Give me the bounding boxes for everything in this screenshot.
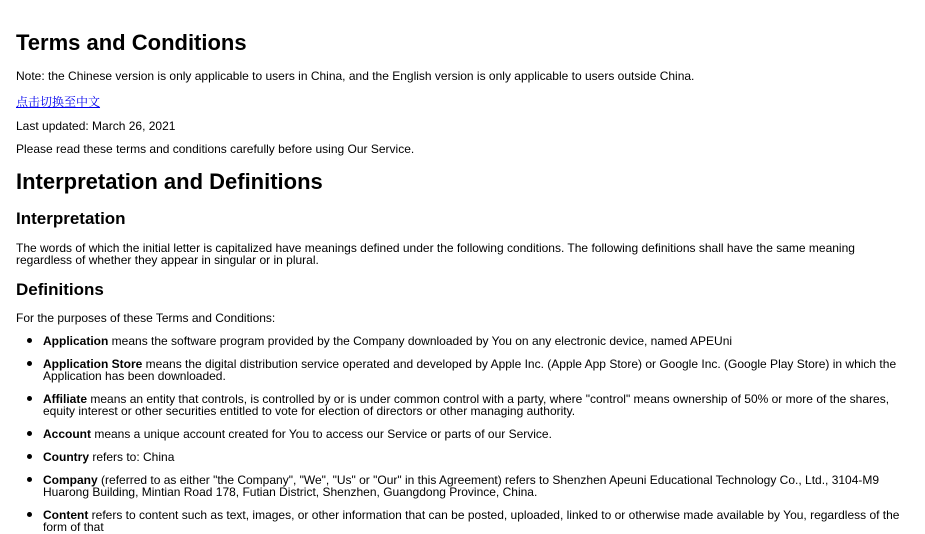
- definition-country: [43, 451, 908, 463]
- definition-text: (referred to as either "the Company", "We", "Us" or "Our" in this Agreement) refers to Shenzhen Apeuni Educational Technology Co., Ltd., 3104-M9 Huarong Building, Mintian Road 178, Futian District, Shenzhen, Guangdong Province, China.: [43, 473, 880, 499]
- definition-text: means the software program provided by the Company downloaded by You on any electronic device, named APEUni: [108, 334, 733, 348]
- definition-text: refers to: China: [89, 450, 175, 464]
- definition-text: means the digital distribution service operated and developed by Apple Inc. (Apple App Store) or Google Inc. (Google Play Store) in which the Application has been downloaded.: [43, 357, 897, 383]
- interpretation-definitions-heading: Interpretation and Definitions: [16, 169, 323, 194]
- bullet-icon: [27, 477, 32, 482]
- definition-term: Affiliate: [43, 392, 88, 406]
- definition-application: [43, 335, 908, 347]
- definitions-heading: Definitions: [16, 280, 104, 299]
- bullet-icon: [27, 361, 32, 366]
- switch-to-chinese-link[interactable]: 点击切换至中文: [16, 95, 101, 109]
- definition-term: Account: [43, 427, 91, 441]
- definition-term: Application Store: [43, 357, 143, 371]
- definition-text: means an entity that controls, is controlled by or is under common control with a party, where "control" means ownership of 50% or more of the shares, equity interest or other securities entitled to vote for election of directors or other managing authority.: [43, 392, 890, 418]
- definition-company: [43, 474, 908, 498]
- interpretation-text: The words of which the initial letter is capitalized have meanings defined under the following conditions. The following definitions shall have the same meaning regardless of whether they appear in singular or in plural.: [16, 241, 855, 267]
- last-updated: Last updated: March 26, 2021: [16, 119, 176, 133]
- interpretation-heading: Interpretation: [16, 209, 126, 228]
- definition-term: Application: [43, 334, 109, 348]
- definition-text: means a unique account created for You to access our Service or parts of our Service.: [91, 427, 552, 441]
- bullet-icon: [27, 512, 32, 517]
- definition-account: [43, 428, 908, 440]
- definition-term: Company: [43, 473, 98, 487]
- intro-text: Please read these terms and conditions carefully before using Our Service.: [16, 142, 415, 156]
- bullet-icon: [27, 431, 32, 436]
- page-title: Terms and Conditions: [16, 30, 247, 55]
- definition-term: Country: [43, 450, 89, 464]
- definition-affiliate: [43, 393, 908, 417]
- language-note: Note: the Chinese version is only applicable to users in China, and the English version is only applicable to users outside China.: [16, 69, 695, 83]
- definition-text: refers to content such as text, images, or other information that can be posted, uploaded, linked to or otherwise made available by You, regardless of the form of that: [43, 508, 900, 534]
- definition-application-store: [43, 358, 908, 382]
- bullet-icon: [27, 396, 32, 401]
- bullet-icon: [27, 454, 32, 459]
- definitions-intro: For the purposes of these Terms and Conditions:: [16, 311, 276, 325]
- definition-term: Content: [43, 508, 89, 522]
- definition-content: [43, 509, 908, 533]
- bullet-icon: [27, 338, 32, 343]
